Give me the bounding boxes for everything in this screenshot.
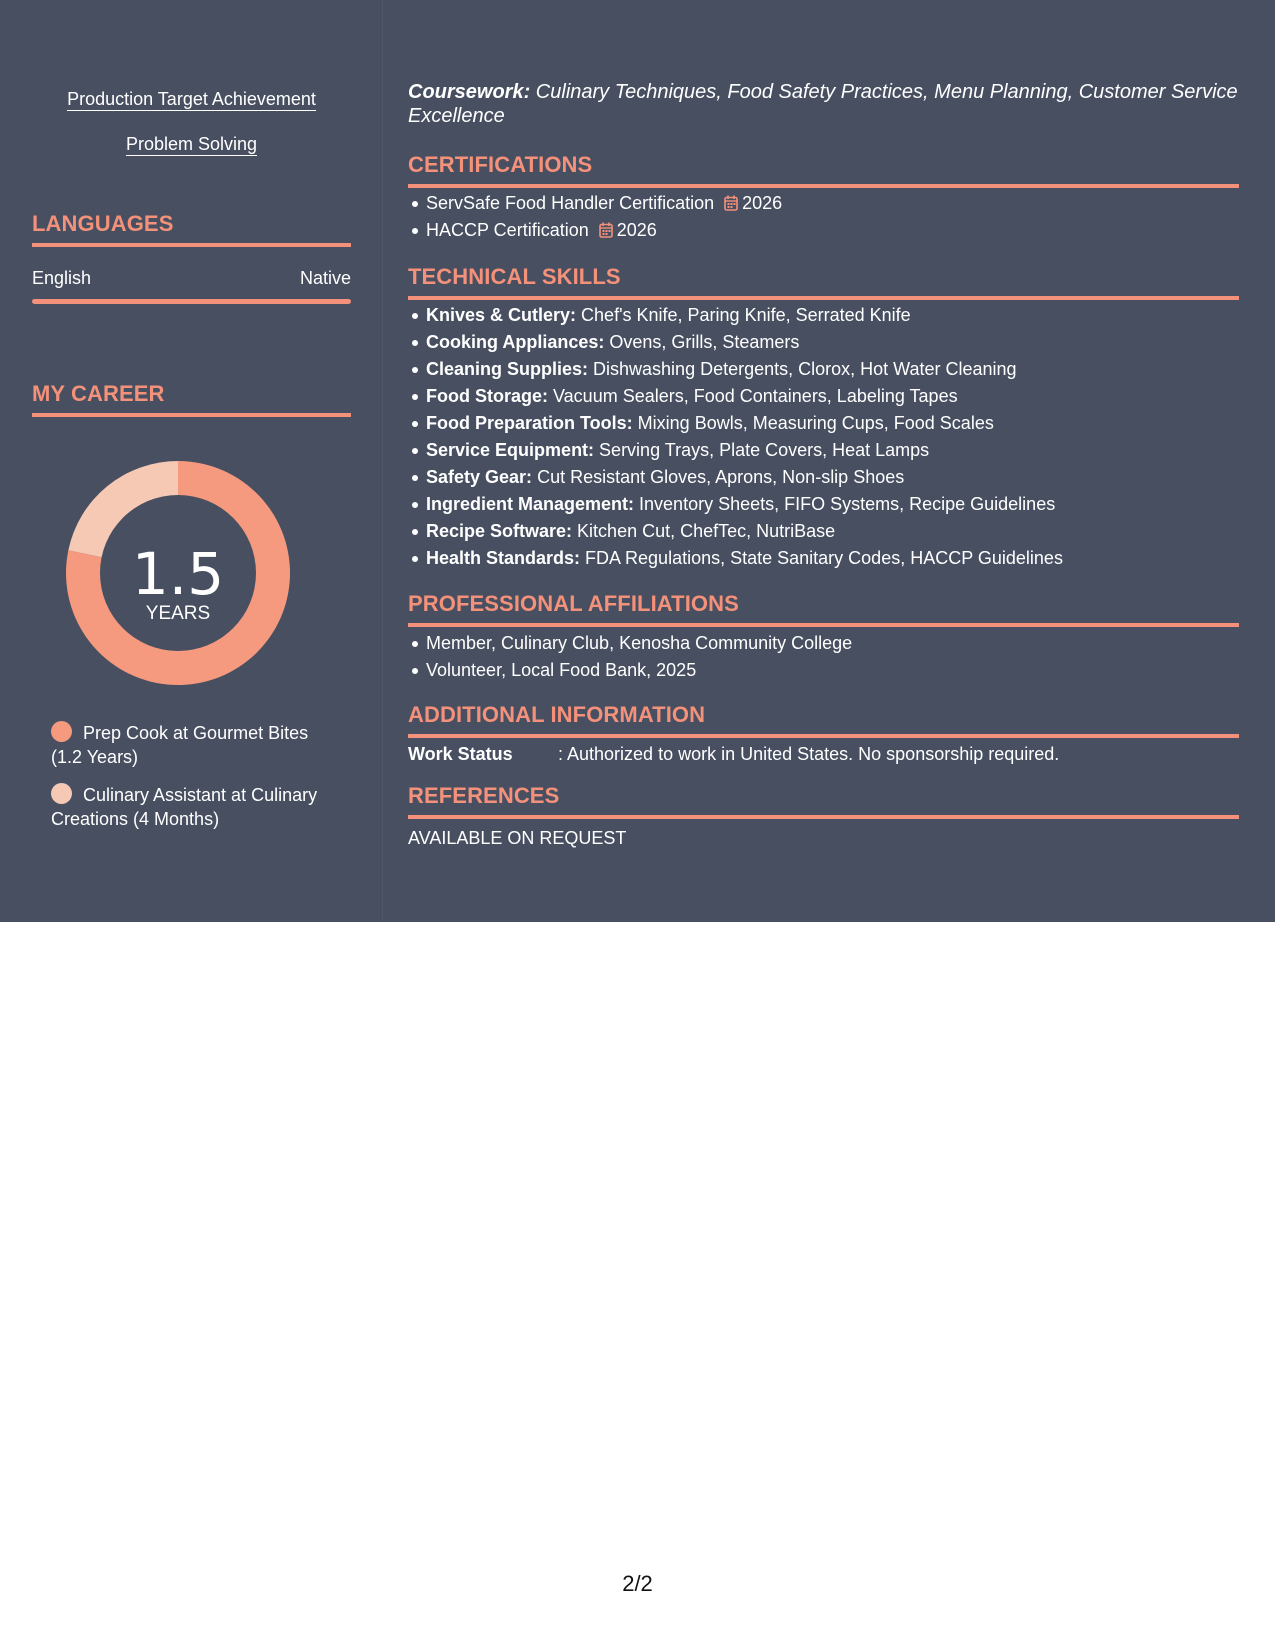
career-heading: MY CAREER [32, 381, 351, 417]
technical-skill-text: Kitchen Cut, ChefTec, NutriBase [572, 521, 836, 541]
language-name: English [32, 268, 92, 288]
column-divider [382, 0, 383, 922]
technical-skill-label: Recipe Software: [426, 521, 573, 541]
certification-name: HACCP Certification [426, 220, 589, 240]
technical-skill-text: Vacuum Sealers, Food Containers, Labeling Tapes [548, 386, 958, 406]
technical-skill-text: Ovens, Grills, Steamers [604, 332, 800, 352]
references-heading: REFERENCES [408, 783, 1239, 819]
coursework-label: Coursework: [408, 81, 531, 103]
career-donut-chart [64, 459, 292, 687]
work-status-label: Work Status [408, 744, 513, 764]
technical-skill-item [426, 491, 1257, 518]
technical-skill-text: Mixing Bowls, Measuring Cups, Food Scales [632, 413, 994, 433]
language-proficiency-bar [32, 299, 351, 304]
coursework-text: Culinary Techniques, Food Safety Practices, Menu Planning, Customer Service Excellence [408, 81, 1238, 127]
career-total-value: 1.5 [131, 540, 225, 608]
legend-label: Culinary Assistant at Culinary Creations (4 Months) [51, 785, 318, 829]
career-legend-item [51, 721, 341, 769]
calendar-icon [724, 195, 738, 211]
certifications-heading: CERTIFICATIONS [408, 152, 1239, 188]
affiliation-item: Member, Culinary Club, Kenosha Community College [426, 630, 1257, 657]
language-level: Native [299, 268, 351, 288]
coursework [408, 80, 1239, 128]
languages-heading: LANGUAGES [32, 211, 351, 247]
technical-skill-text: Inventory Sheets, FIFO Systems, Recipe Guidelines [634, 494, 1056, 514]
career-total-unit: YEARS [145, 603, 211, 624]
language-row [32, 266, 351, 290]
technical-skill-label: Cleaning Supplies: [426, 359, 589, 379]
calendar-icon [599, 222, 613, 238]
affiliation-item: Volunteer, Local Food Bank, 2025 [426, 657, 1257, 684]
certification-year: 2026 [616, 220, 657, 240]
technical-skill-item [426, 410, 1257, 437]
technical-skill-text: Serving Trays, Plate Covers, Heat Lamps [594, 440, 930, 460]
legend-label: Prep Cook at Gourmet Bites (1.2 Years) [51, 723, 309, 767]
technical-skill-label: Cooking Appliances: [426, 332, 605, 352]
affiliations-heading: PROFESSIONAL AFFILIATIONS [408, 591, 1239, 627]
technical-skill-text: FDA Regulations, State Sanitary Codes, HACCP Guidelines [580, 548, 1063, 568]
work-status-row [408, 742, 1059, 766]
references-text: AVAILABLE ON REQUEST [408, 828, 627, 848]
technical-skills-list [408, 302, 1257, 572]
career-legend-item [51, 783, 341, 831]
technical-skill-item [426, 383, 1257, 410]
strength-label: Production Target Achievement [67, 89, 316, 109]
technical-skill-label: Knives & Cutlery: [426, 305, 577, 325]
technical-skill-item [426, 302, 1257, 329]
technical-skill-label: Food Preparation Tools: [426, 413, 633, 433]
strength-item [32, 88, 351, 110]
technical-skill-item [426, 329, 1257, 356]
legend-dot [51, 721, 72, 742]
certification-year: 2026 [742, 193, 783, 213]
strength-item [32, 133, 351, 155]
technical-skill-text: Dishwashing Detergents, Clorox, Hot Water Cleaning [588, 359, 1017, 379]
technical-skill-label: Food Storage: [426, 386, 548, 406]
affiliations-list [408, 630, 1257, 684]
technical-skill-label: Ingredient Management: [426, 494, 635, 514]
technical-skill-label: Health Standards: [426, 548, 581, 568]
work-status-text: : Authorized to work in United States. No sponsorship required. [558, 744, 1060, 764]
strength-label: Problem Solving [125, 134, 258, 154]
certification-item [426, 217, 1257, 244]
certifications-list [408, 190, 1257, 244]
additional-info-heading: ADDITIONAL INFORMATION [408, 702, 1239, 738]
certification-item [426, 190, 1257, 217]
technical-skill-item [426, 545, 1257, 572]
technical-skill-item [426, 356, 1257, 383]
technical-skills-heading: TECHNICAL SKILLS [408, 264, 1239, 300]
technical-skill-item [426, 518, 1257, 545]
technical-skill-item [426, 464, 1257, 491]
certification-name: ServSafe Food Handler Certification [426, 193, 715, 213]
technical-skill-label: Safety Gear: [426, 467, 533, 487]
legend-dot [51, 783, 72, 804]
technical-skill-label: Service Equipment: [426, 440, 595, 460]
technical-skill-item [426, 437, 1257, 464]
page-number: 2/2 [622, 1571, 653, 1596]
technical-skill-text: Chef's Knife, Paring Knife, Serrated Knife [576, 305, 911, 325]
technical-skill-text: Cut Resistant Gloves, Aprons, Non-slip Shoes [532, 467, 905, 487]
